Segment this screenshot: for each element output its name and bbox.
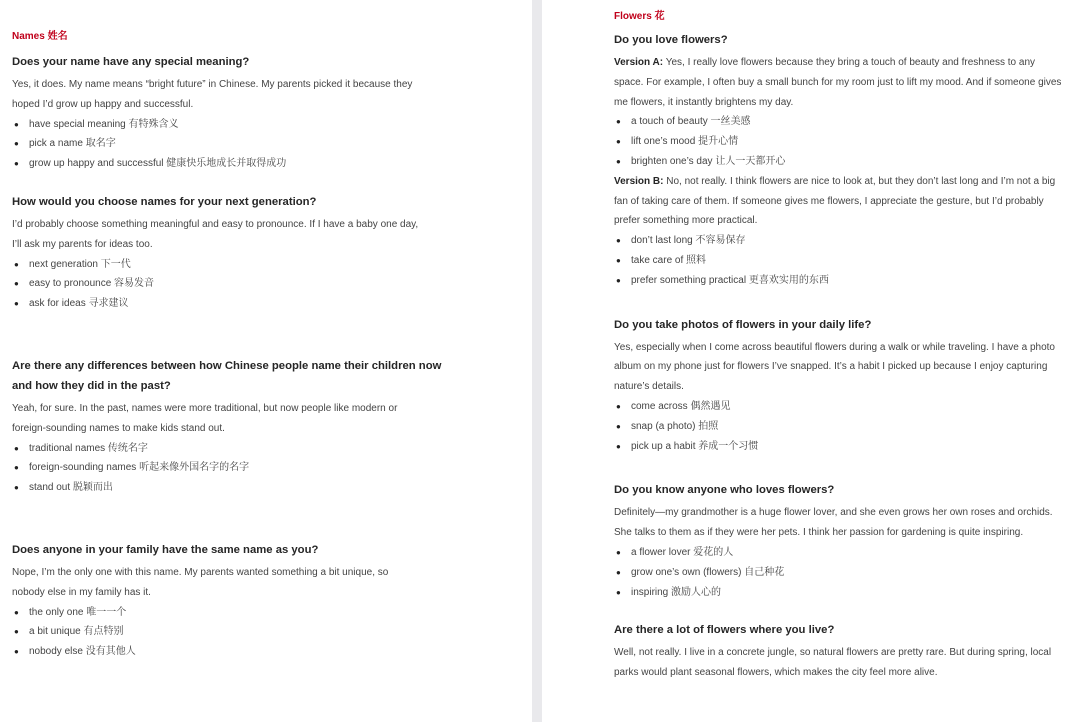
vocab-item <box>614 251 1080 271</box>
vocab-text: easy to pronounce 容易发音 <box>29 278 155 290</box>
qa-block-same-name <box>12 540 532 662</box>
vocab-text: pick up a habit 养成一个习惯 <box>631 440 759 452</box>
vocab-item <box>12 294 532 314</box>
vocab-item <box>614 132 1080 152</box>
vocab-text: a bit unique 有点特别 <box>29 626 124 638</box>
vocab-item <box>12 154 532 174</box>
left-page <box>0 0 532 722</box>
vocab-text: prefer something practical 更喜欢实用的东西 <box>631 274 829 286</box>
vocab-text: traditional names 传统名字 <box>29 442 148 454</box>
vocab-item <box>12 642 532 662</box>
vocab-item <box>614 563 1080 583</box>
bullet-icon: ● <box>616 587 621 597</box>
vocab-text: a touch of beauty 一丝美感 <box>631 116 751 128</box>
vocab-list <box>614 397 1080 456</box>
vocab-item <box>12 603 532 623</box>
vocab-list <box>12 115 532 174</box>
bullet-icon: ● <box>14 299 19 309</box>
version-b-label: Version B: <box>614 175 664 187</box>
vocab-list <box>614 231 1080 290</box>
question-line: Are there any differences between how Chinese people name their children now <box>12 359 442 372</box>
question-heading: Are there a lot of flowers where you live? <box>614 624 835 637</box>
vocab-text: come across 偶然遇见 <box>631 400 731 412</box>
qa-block-love-flowers <box>614 30 1080 291</box>
answer-line: foreign-sounding names to make kids stand out. <box>12 422 225 434</box>
answer-text-version-b <box>614 172 1066 231</box>
bullet-icon: ● <box>616 117 621 127</box>
vocab-text: inspiring 激励人心的 <box>631 586 722 598</box>
section-title-flowers: Flowers 花 <box>614 11 665 22</box>
bullet-icon: ● <box>14 627 19 637</box>
vocab-text: next generation 下一代 <box>29 258 131 270</box>
answer-text <box>12 75 532 115</box>
answer-text-version-a <box>614 53 1066 112</box>
vocab-item <box>12 478 532 498</box>
vocab-list <box>12 439 532 498</box>
answer-text: Well, not really. I live in a concrete jungle, so natural flowers are pretty rare. But during spring, local parks would plant seasonal flowers, which makes the city feel more alive. <box>614 647 1052 679</box>
vocab-text: ask for ideas 寻求建议 <box>29 298 129 310</box>
vocab-item <box>12 274 532 294</box>
vocab-text: nobody else 没有其他人 <box>29 646 136 658</box>
version-a-label: Version A: <box>614 57 664 68</box>
answer-text <box>12 399 532 439</box>
vocab-text: snap (a photo) 拍照 <box>631 420 719 432</box>
answer-line: Yeah, for sure. In the past, names were more traditional, but now people like modern or <box>12 402 398 414</box>
qa-block-next-generation <box>12 192 532 314</box>
bullet-icon: ● <box>616 156 621 166</box>
bullet-icon: ● <box>14 159 19 169</box>
bullet-icon: ● <box>616 275 621 285</box>
question-heading <box>12 356 532 396</box>
section-title-names: Names 姓名 <box>12 31 68 42</box>
bullet-icon: ● <box>616 567 621 577</box>
qa-block-naming-differences <box>12 356 532 498</box>
bullet-icon: ● <box>616 441 621 451</box>
version-b-text: No, not really. I think flowers are nice to look at, but they don’t last long and I’m not a big fan of taking care of them. If someone gives me flowers, I appreciate the gesture, but I’d probably prefer something more practical. <box>614 175 1056 227</box>
answer-text <box>12 563 532 603</box>
vocab-item <box>614 397 1080 417</box>
qa-block-flower-lover <box>614 480 1080 602</box>
vocab-item <box>12 622 532 642</box>
vocab-item <box>614 417 1080 437</box>
vocab-item <box>12 458 532 478</box>
qa-block-name-meaning <box>12 52 532 174</box>
vocab-text: a flower lover 爱花的人 <box>631 546 734 558</box>
vocab-text: grow up happy and successful 健康快乐地成长并取得成功 <box>29 158 287 170</box>
qa-block-flowers-nearby <box>614 620 1080 683</box>
vocab-item <box>614 583 1080 603</box>
vocab-item <box>12 439 532 459</box>
vocab-list <box>12 603 532 662</box>
vocab-text: don’t last long 不容易保存 <box>631 235 746 247</box>
bullet-icon: ● <box>14 647 19 657</box>
vocab-item <box>614 112 1080 132</box>
answer-line: I’ll ask my parents for ideas too. <box>12 238 153 250</box>
bullet-icon: ● <box>616 236 621 246</box>
vocab-item <box>12 134 532 154</box>
question-heading: Do you love flowers? <box>614 34 728 46</box>
vocab-item <box>12 115 532 135</box>
bullet-icon: ● <box>14 139 19 149</box>
bullet-icon: ● <box>14 119 19 129</box>
answer-line: Nope, I’m the only one with this name. My parents wanted something a bit unique, so <box>12 566 389 578</box>
vocab-item <box>614 231 1080 251</box>
question-line: and how they did in the past? <box>12 379 171 392</box>
bullet-icon: ● <box>616 401 621 411</box>
qa-block-flower-photos <box>614 315 1080 457</box>
vocab-list <box>12 255 532 314</box>
bullet-icon: ● <box>14 279 19 289</box>
vocab-text: lift one’s mood 提升心情 <box>631 136 739 148</box>
version-a-text: Yes, I really love flowers because they bring a touch of beauty and freshness to any space. For example, I often buy a small bunch for my room just to lift my mood. And if someone gives me flowers, it instantly brightens my day. <box>614 57 1062 108</box>
question-heading: Does anyone in your family have the same name as you? <box>12 543 319 556</box>
answer-line: Yes, it does. My name means “bright future” in Chinese. My parents picked it because they <box>12 79 413 90</box>
answer-line: hoped I’d grow up happy and successful. <box>12 98 194 110</box>
bullet-icon: ● <box>14 607 19 617</box>
vocab-item <box>614 271 1080 291</box>
bullet-icon: ● <box>14 483 19 493</box>
vocab-item <box>614 437 1080 457</box>
answer-text: Definitely—my grandmother is a huge flower lover, and she even grows her own roses and orchids. She talks to them as if they were her pets. I think her passion for gardening is quite inspiring. <box>614 507 1053 539</box>
vocab-item <box>614 543 1080 563</box>
vocab-text: stand out 脱颖而出 <box>29 482 113 494</box>
vocab-text: the only one 唯一一个 <box>29 606 127 618</box>
bullet-icon: ● <box>616 547 621 557</box>
vocab-list <box>614 112 1080 171</box>
answer-line: I’d probably choose something meaningful and easy to pronounce. If I have a baby one day, <box>12 218 419 230</box>
answer-text <box>12 215 532 255</box>
answer-text: Yes, especially when I come across beautiful flowers during a walk or while traveling. I have a photo album on my phone just for flowers I’ve snapped. It’s a habit I picked up because I enjoy capturing nature’s details. <box>614 341 1055 393</box>
vocab-text: brighten one’s day 让人一天都开心 <box>631 155 786 167</box>
vocab-text: foreign-sounding names 听起来像外国名字的名字 <box>29 462 250 474</box>
question-heading: Does your name have any special meaning? <box>12 56 250 68</box>
bullet-icon: ● <box>14 443 19 453</box>
bullet-icon: ● <box>14 463 19 473</box>
answer-line: nobody else in my family has it. <box>12 586 151 598</box>
question-heading: Do you know anyone who loves flowers? <box>614 484 835 497</box>
bullet-icon: ● <box>616 421 621 431</box>
vocab-list <box>614 543 1080 602</box>
vocab-text: grow one’s own (flowers) 自己种花 <box>631 566 785 578</box>
bullet-icon: ● <box>616 255 621 265</box>
question-heading: Do you take photos of flowers in your daily life? <box>614 318 872 331</box>
bullet-icon: ● <box>616 137 621 147</box>
vocab-text: take care of 照料 <box>631 254 707 266</box>
vocab-text: pick a name 取名字 <box>29 138 116 150</box>
vocab-item <box>12 255 532 275</box>
vocab-item <box>614 152 1080 172</box>
bullet-icon: ● <box>14 259 19 269</box>
right-page <box>542 0 1080 722</box>
question-heading: How would you choose names for your next generation? <box>12 195 317 208</box>
vocab-text: have special meaning 有特殊含义 <box>29 118 179 130</box>
